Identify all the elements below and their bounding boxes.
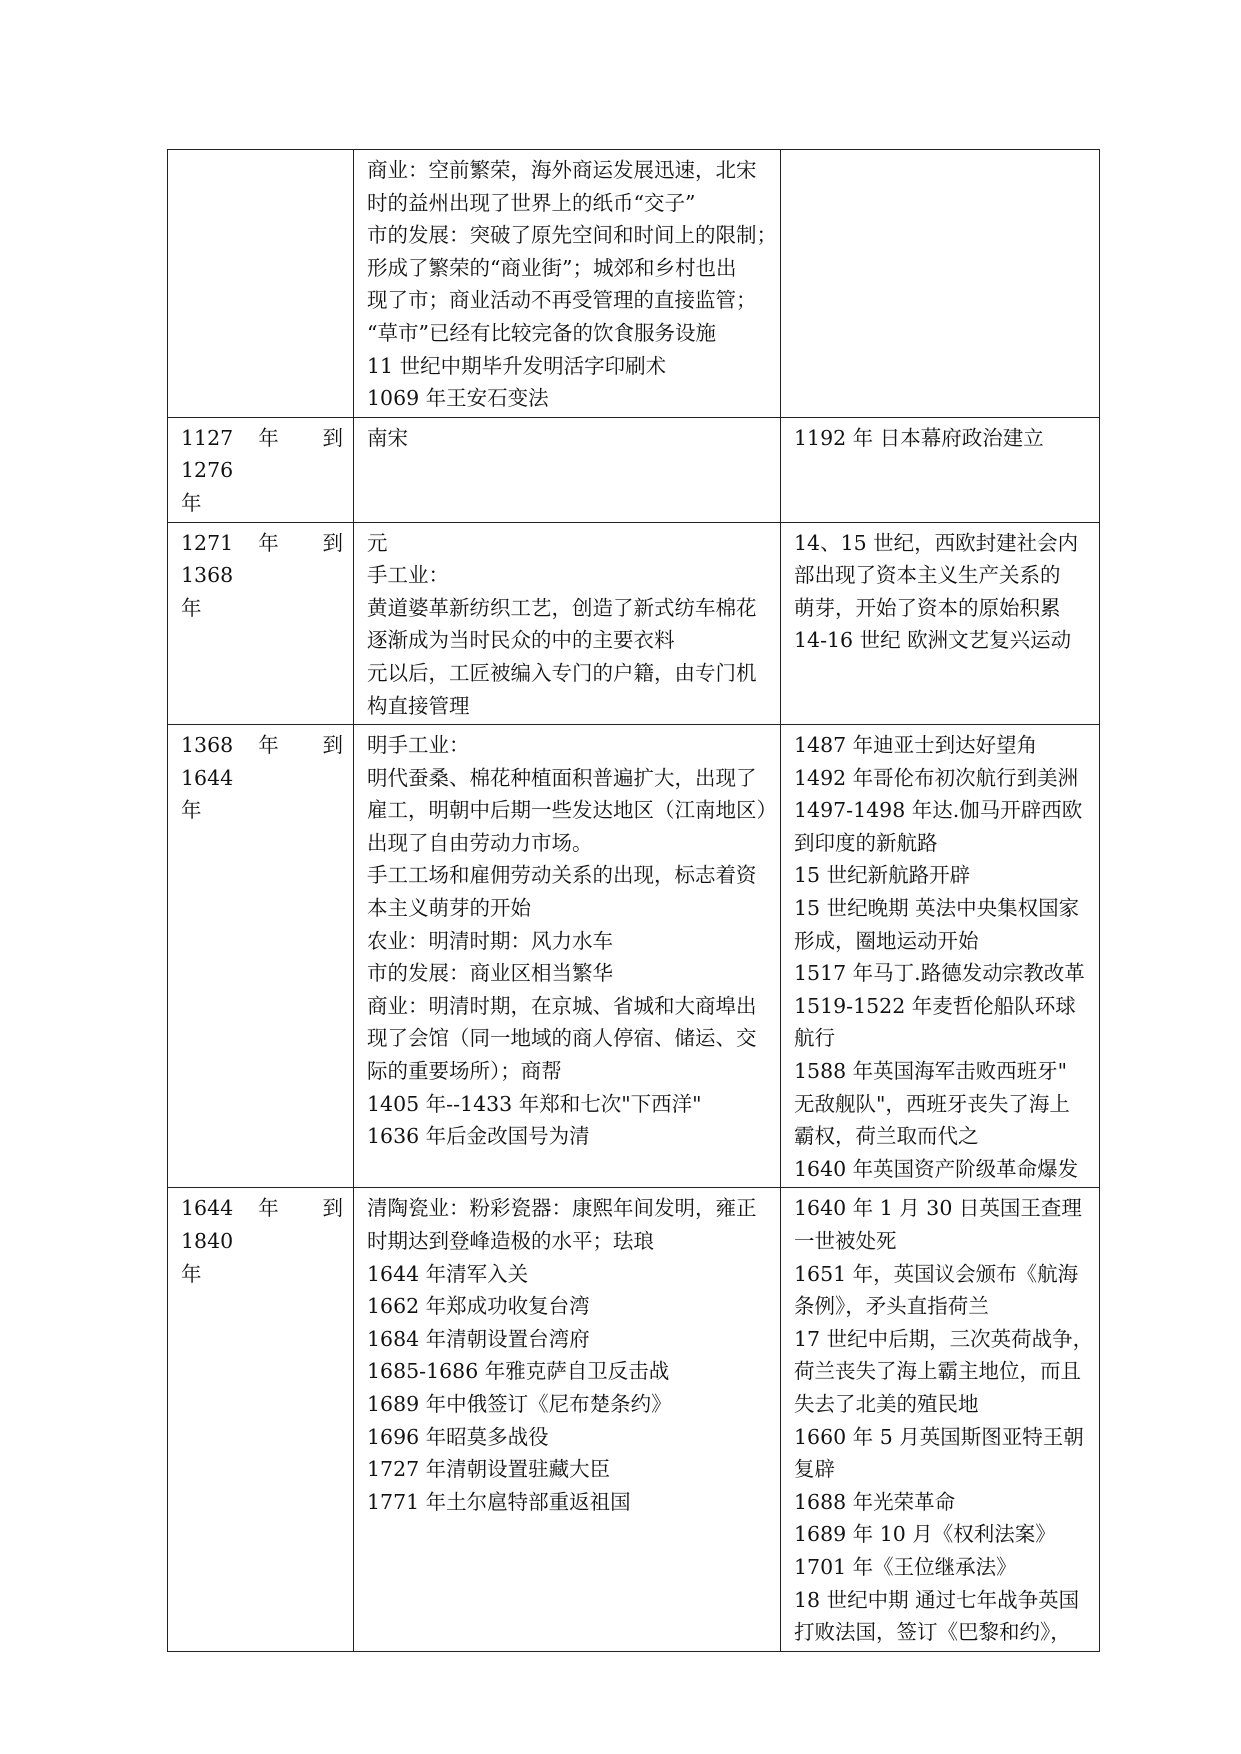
event-line: 出现了自由劳动力市场。 (367, 830, 593, 855)
period-cell (168, 150, 354, 418)
world-events-cell (781, 522, 1100, 725)
event-line: 现了会馆（同一地域的商人停宿、储运、交 (367, 1026, 757, 1051)
period-text: 年 (181, 490, 202, 515)
event-line: 时期达到登峰造极的水平；珐琅 (367, 1229, 654, 1253)
event-line: 1685-1686 年雅克萨自卫反击战 (367, 1359, 670, 1384)
period-cell (168, 725, 354, 1188)
period-cell (168, 417, 354, 522)
table-row (168, 522, 1100, 725)
event-line: 1405 年--1433 年郑和七次"下西洋" (367, 1091, 702, 1116)
table-row (168, 1188, 1100, 1651)
event-line: 市的发展：商业区相当繁华 (367, 961, 613, 986)
event-line: 1492 年哥伦布初次航行到美洲 (794, 765, 1079, 790)
event-line: 元 (367, 530, 388, 555)
event-line: “草市”已经有比较完备的饮食服务设施 (367, 320, 716, 345)
event-line: 到印度的新航路 (794, 830, 938, 855)
event-line: 1640 年英国资产阶级革命爆发 (794, 1156, 1079, 1181)
event-line: 形成了繁荣的“商业街”；城郊和乡村也出 (367, 255, 737, 280)
event-line: 1684 年清朝设置台湾府 (367, 1326, 590, 1351)
event-line: 1519-1522 年麦哲伦船队环球 (794, 993, 1076, 1018)
event-line: 1497-1498 年达.伽马开辟西欧 (794, 798, 1083, 823)
event-line: 1662 年郑成功收复台湾 (367, 1294, 590, 1319)
world-events-cell (781, 417, 1100, 522)
event-line: 1660 年 5 月英国斯图亚特王朝 (794, 1424, 1084, 1449)
period-text: 1644 年 到 1840 (181, 1196, 343, 1253)
event-line: 14-16 世纪 欧洲文艺复兴运动 (794, 628, 1072, 653)
china-events-cell (354, 417, 781, 522)
china-events-cell (354, 725, 781, 1188)
event-line: 1771 年土尔扈特部重返祖国 (367, 1489, 631, 1514)
event-line: 无敌舰队"，西班牙丧失了海上 (794, 1091, 1070, 1116)
event-line: 萌芽，开始了资本的原始积累 (794, 595, 1061, 620)
event-line: 构直接管理 (367, 693, 470, 718)
event-line: 14、15 世纪，西欧封建社会内 (794, 530, 1079, 555)
event-line: 1644 年清军入关 (367, 1261, 529, 1286)
event-line: 1696 年昭莫多战役 (367, 1424, 549, 1449)
event-line: 15 世纪晚期 英法中央集权国家 (794, 896, 1080, 921)
event-line: 1069 年王安石变法 (367, 386, 549, 411)
china-events-cell (354, 1188, 781, 1651)
event-line: 一世被处死 (794, 1229, 897, 1253)
event-line: 1688 年光荣革命 (794, 1489, 956, 1514)
china-events-cell (354, 150, 781, 418)
event-line: 明代蚕桑、棉花种植面积普遍扩大，出现了 (367, 765, 757, 790)
event-line: 明手工业： (367, 733, 470, 758)
event-line: 1588 年英国海军击败西班牙" (794, 1059, 1068, 1084)
period-text: 1271 年 到 1368 (181, 530, 343, 588)
event-line: 失去了北美的殖民地 (794, 1391, 979, 1416)
history-timeline-table (167, 149, 1100, 1652)
event-line: 15 世纪新航路开辟 (794, 863, 971, 888)
event-line: 农业：明清时期：风力水车 (367, 928, 613, 953)
event-line: 雇工，明朝中后期一些发达地区（江南地区） (367, 798, 777, 823)
event-line: 南宋 (367, 425, 408, 450)
event-line: 复辟 (794, 1457, 835, 1482)
event-line: 市的发展：突破了原先空间和时间上的限制； (367, 223, 777, 248)
period-text: 年 (181, 595, 202, 620)
event-line: 部出现了资本主义生产关系的 (794, 563, 1061, 588)
event-line: 1651 年，英国议会颁布《航海 (794, 1261, 1079, 1286)
event-line: 17 世纪中后期，三次英荷战争， (794, 1326, 1094, 1351)
event-line: 霸权，荷兰取而代之 (794, 1124, 979, 1149)
event-line: 本主义萌芽的开始 (367, 896, 531, 921)
event-line: 打败法国，签订《巴黎和约》， (794, 1620, 1071, 1645)
event-line: 1640 年 1 月 30 日英国王查理 (794, 1196, 1082, 1221)
event-line: 手工工场和雇佣劳动关系的出现，标志着资 (367, 863, 757, 888)
event-line: 清陶瓷业：粉彩瓷器：康熙年间发明，雍正 (367, 1196, 757, 1221)
table-row (168, 725, 1100, 1188)
event-line: 黄道婆革新纺织工艺，创造了新式纺车棉花 (367, 595, 757, 620)
table-body (168, 150, 1100, 1652)
event-line: 现了市；商业活动不再受管理的直接监管； (367, 288, 757, 313)
event-line: 际的重要场所）；商帮 (367, 1059, 562, 1084)
event-line: 1689 年 10 月《权利法案》 (794, 1522, 1056, 1547)
china-events-cell (354, 522, 781, 725)
world-events-cell (781, 725, 1100, 1188)
event-line: 18 世纪中期 通过七年战争英国 (794, 1587, 1080, 1612)
event-line: 1192 年 日本幕府政治建立 (794, 425, 1044, 450)
period-text: 1368 年 到 1644 (181, 733, 343, 790)
event-line: 1689 年中俄签订《尼布楚条约》 (367, 1391, 672, 1416)
event-line: 形成，圈地运动开始 (794, 928, 979, 953)
event-line: 商业：空前繁荣，海外商运发展迅速，北宋 (367, 158, 757, 182)
event-line: 荷兰丧失了海上霸主地位，而且 (794, 1359, 1081, 1384)
event-line: 手工业： (367, 563, 449, 588)
world-events-cell (781, 1188, 1100, 1651)
event-line: 商业：明清时期，在京城、省城和大商埠出 (367, 993, 757, 1018)
event-line: 11 世纪中期毕升发明活字印刷术 (367, 353, 667, 378)
event-line: 1487 年迪亚士到达好望角 (794, 733, 1038, 758)
period-cell (168, 1188, 354, 1651)
table-row (168, 150, 1100, 418)
event-line: 1701 年《王位继承法》 (794, 1554, 1017, 1579)
event-line: 1636 年后金改国号为清 (367, 1124, 590, 1149)
period-cell (168, 522, 354, 725)
world-events-cell (781, 150, 1100, 418)
event-line: 条例》，矛头直指荷兰 (794, 1294, 989, 1319)
period-text: 年 (181, 798, 202, 823)
period-text: 年 (181, 1261, 202, 1286)
event-line: 时的益州出现了世界上的纸币“交子” (367, 190, 696, 215)
event-line: 航行 (794, 1026, 835, 1051)
event-line: 1727 年清朝设置驻藏大臣 (367, 1457, 611, 1482)
period-text: 1127 年 到 1276 (181, 425, 343, 483)
event-line: 1517 年马丁.路德发动宗教改革 (794, 961, 1085, 986)
event-line: 逐渐成为当时民众的中的主要衣料 (367, 628, 675, 653)
event-line: 元以后，工匠被编入专门的户籍，由专门机 (367, 660, 757, 685)
table-row (168, 417, 1100, 522)
